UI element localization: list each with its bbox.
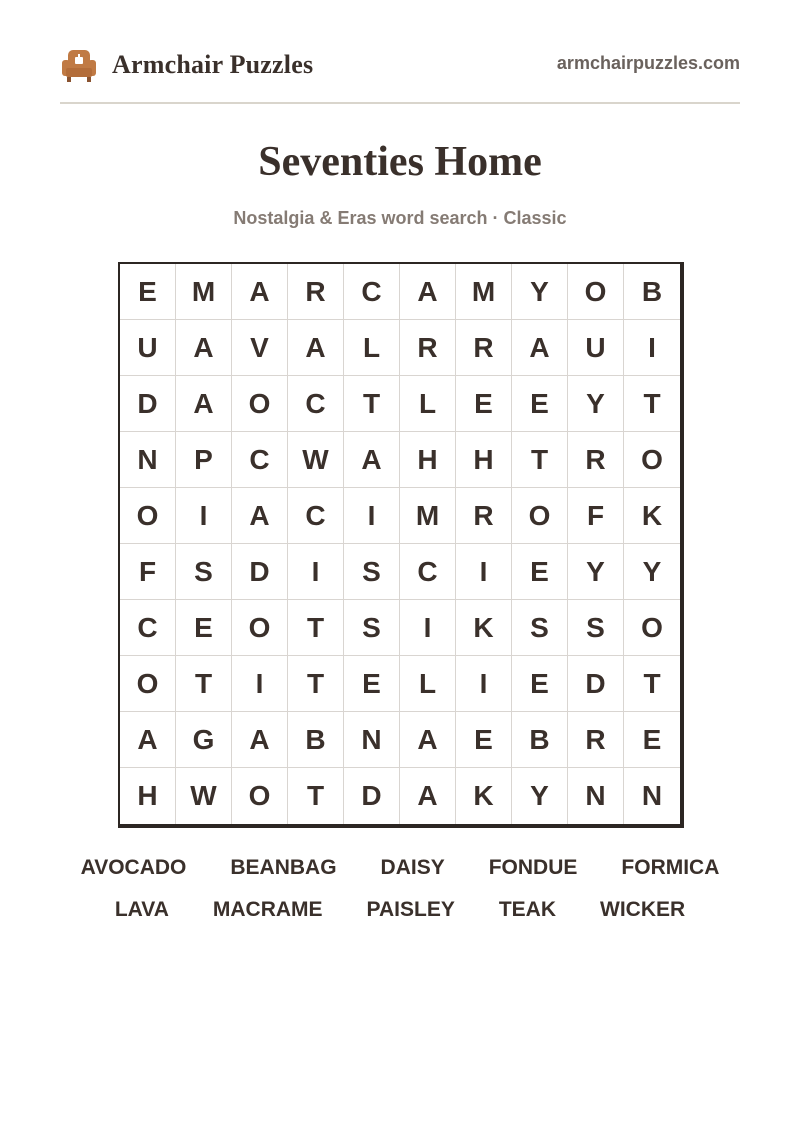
grid-cell[interactable]: D <box>232 544 288 600</box>
grid-cell[interactable]: V <box>232 320 288 376</box>
puzzle-title: Seventies Home <box>258 139 542 185</box>
grid-cell[interactable]: T <box>176 656 232 712</box>
letter-grid <box>118 262 684 828</box>
grid-cell[interactable]: G <box>176 712 232 768</box>
grid-cell[interactable]: A <box>400 264 456 320</box>
grid-cell[interactable]: Y <box>512 768 568 824</box>
grid-cell[interactable]: M <box>456 264 512 320</box>
word-list-row <box>0 856 800 880</box>
grid-cell[interactable]: O <box>120 656 176 712</box>
grid-cell[interactable]: R <box>400 320 456 376</box>
word-list-item: FONDUE <box>488 856 578 879</box>
word-list-item: PAISLEY <box>366 898 455 921</box>
grid-cell[interactable]: C <box>400 544 456 600</box>
grid-cell[interactable]: T <box>624 376 680 432</box>
word-list-row <box>0 898 800 922</box>
grid-cell[interactable]: H <box>120 768 176 824</box>
page-header <box>60 40 740 88</box>
grid-cell[interactable]: A <box>176 376 232 432</box>
grid-cell[interactable]: A <box>120 712 176 768</box>
grid-cell[interactable]: I <box>456 656 512 712</box>
grid-cell[interactable]: O <box>512 488 568 544</box>
grid-cell[interactable]: E <box>512 376 568 432</box>
grid-cell[interactable]: N <box>568 768 624 824</box>
grid-cell[interactable]: O <box>120 488 176 544</box>
grid-cell[interactable]: E <box>176 600 232 656</box>
brand[interactable] <box>60 46 313 84</box>
grid-cell[interactable]: C <box>288 376 344 432</box>
grid-cell[interactable]: T <box>624 656 680 712</box>
grid-cell[interactable]: U <box>568 320 624 376</box>
grid-cell[interactable]: C <box>288 488 344 544</box>
grid-cell[interactable]: E <box>512 656 568 712</box>
grid-cell[interactable]: O <box>232 768 288 824</box>
grid-cell[interactable]: T <box>288 656 344 712</box>
grid-cell[interactable]: S <box>344 544 400 600</box>
grid-cell[interactable]: N <box>641 780 663 811</box>
grid-cell[interactable]: R <box>568 432 624 488</box>
word-list-item: DAISY <box>380 856 445 879</box>
grid-cell[interactable]: W <box>176 768 232 824</box>
grid-cell[interactable]: R <box>288 264 344 320</box>
grid-cell[interactable]: T <box>288 600 344 656</box>
armchair-icon <box>60 46 98 84</box>
grid-cell[interactable]: P <box>176 432 232 488</box>
grid-cell[interactable]: Y <box>568 376 624 432</box>
grid-cell[interactable]: M <box>400 488 456 544</box>
puzzle-subtitle: Nostalgia & Eras word search · Classic <box>233 208 567 228</box>
grid-cell[interactable]: S <box>568 600 624 656</box>
grid-cell[interactable]: L <box>344 320 400 376</box>
grid-cell[interactable]: E <box>456 712 512 768</box>
grid-cell[interactable]: K <box>456 768 512 824</box>
grid-cell[interactable]: L <box>400 376 456 432</box>
grid-cell[interactable]: I <box>400 600 456 656</box>
grid-cell[interactable]: A <box>176 320 232 376</box>
grid-cell[interactable]: H <box>400 432 456 488</box>
grid-cell[interactable]: T <box>512 432 568 488</box>
grid-cell[interactable]: A <box>232 712 288 768</box>
grid-cell[interactable]: E <box>344 656 400 712</box>
grid-cell[interactable]: I <box>344 488 400 544</box>
grid-cell[interactable]: F <box>568 488 624 544</box>
grid-cell[interactable]: R <box>456 488 512 544</box>
grid-cell[interactable]: H <box>456 432 512 488</box>
grid-cell[interactable]: A <box>344 432 400 488</box>
grid-cell[interactable]: I <box>624 320 680 376</box>
grid-cell[interactable]: Y <box>624 544 680 600</box>
grid-cell[interactable]: W <box>288 432 344 488</box>
grid-cell[interactable]: K <box>624 488 680 544</box>
grid-cell[interactable]: A <box>232 264 288 320</box>
site-url[interactable]: armchairpuzzles.com <box>556 53 740 73</box>
grid-cell[interactable]: L <box>400 656 456 712</box>
grid-cell[interactable]: I <box>288 544 344 600</box>
grid-cell[interactable]: N <box>344 712 400 768</box>
grid-cell[interactable]: C <box>344 264 400 320</box>
grid-cell[interactable]: B <box>288 712 344 768</box>
word-list-item: BEANBAG <box>230 856 337 879</box>
grid-cell[interactable]: C <box>232 432 288 488</box>
grid-cell[interactable]: A <box>288 320 344 376</box>
grid-cell[interactable]: D <box>120 376 176 432</box>
grid-cell[interactable]: U <box>120 320 176 376</box>
grid-cell[interactable]: O <box>624 432 680 488</box>
grid-cell[interactable]: O <box>624 600 680 656</box>
grid-cell[interactable]: F <box>120 544 176 600</box>
grid-cell[interactable]: S <box>344 600 400 656</box>
grid-cell[interactable]: A <box>400 712 456 768</box>
grid-cell[interactable]: B <box>512 712 568 768</box>
grid-cell[interactable]: E <box>120 264 176 320</box>
grid-cell[interactable]: D <box>568 656 624 712</box>
grid-cell[interactable]: I <box>176 488 232 544</box>
grid-cell[interactable]: A <box>400 768 456 824</box>
word-list-item: TEAK <box>498 898 556 921</box>
grid-cell[interactable]: O <box>232 600 288 656</box>
grid-cell[interactable]: E <box>456 376 512 432</box>
grid-cell[interactable]: T <box>288 768 344 824</box>
grid-cell[interactable]: M <box>176 264 232 320</box>
grid-cell[interactable]: N <box>120 432 176 488</box>
grid-cell[interactable]: R <box>568 712 624 768</box>
grid-cell[interactable]: O <box>568 264 624 320</box>
header-divider <box>60 102 740 104</box>
grid-cell[interactable]: I <box>232 656 288 712</box>
grid-cell[interactable]: B <box>624 264 680 320</box>
word-list-item: FORMICA <box>621 856 720 879</box>
grid-cell[interactable]: S <box>512 600 568 656</box>
grid-cell[interactable]: D <box>344 768 400 824</box>
grid-cell[interactable]: S <box>176 544 232 600</box>
grid-cell[interactable]: K <box>456 600 512 656</box>
word-list-item: WICKER <box>600 898 686 921</box>
grid-cell[interactable]: T <box>344 376 400 432</box>
grid-cell[interactable]: E <box>512 544 568 600</box>
word-list <box>0 856 800 922</box>
grid-cell[interactable]: E <box>624 712 680 768</box>
grid-cell[interactable]: I <box>456 544 512 600</box>
grid-cell[interactable]: Y <box>512 264 568 320</box>
grid-cell[interactable]: R <box>456 320 512 376</box>
word-list-item: AVOCADO <box>80 856 187 879</box>
brand-name: Armchair Puzzles <box>112 50 314 79</box>
grid-cell[interactable]: A <box>512 320 568 376</box>
word-list-item: MACRAME <box>212 898 323 921</box>
grid-cell[interactable]: Y <box>568 544 624 600</box>
grid-cell[interactable]: A <box>232 488 288 544</box>
grid-cell[interactable]: C <box>120 600 176 656</box>
grid-cell[interactable]: O <box>232 376 288 432</box>
word-list-item: LAVA <box>114 898 169 921</box>
